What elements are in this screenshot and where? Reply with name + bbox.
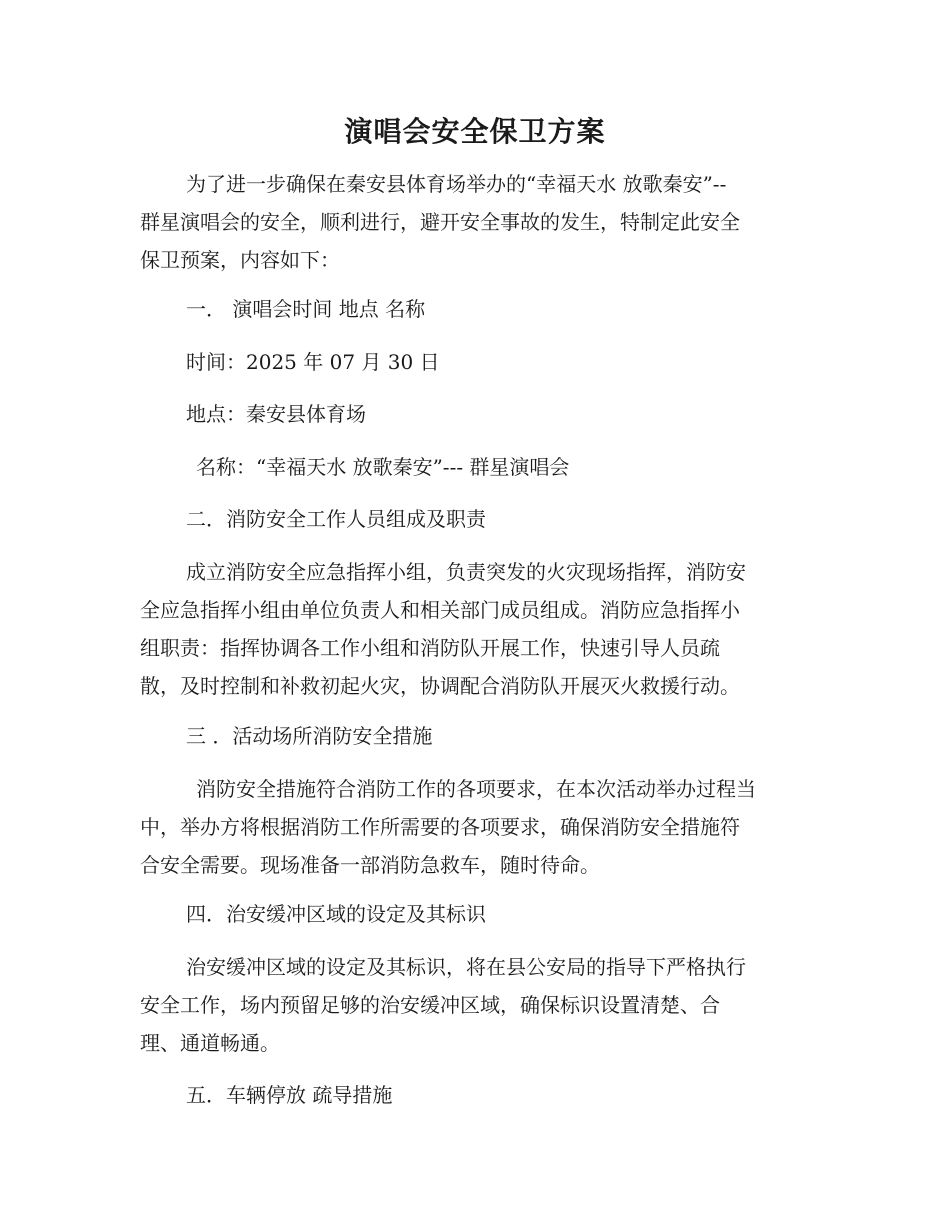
section-4-paragraph	[140, 948, 820, 1062]
paragraph-line: 消防安全措施符合消防工作的各项要求，在本次活动举办过程当	[196, 777, 756, 801]
intro-paragraph	[140, 165, 820, 279]
paragraph-line: 散，及时控制和补救初起火灾，协调配合消防队开展灭火救援行动。	[140, 674, 740, 698]
paragraph-line: 理、通道畅通。	[140, 1031, 280, 1055]
section-4-heading	[140, 895, 820, 933]
place-text: 地点：秦安县体育场	[186, 402, 366, 426]
paragraph-line: 成立消防安全应急指挥小组，负责突发的火灾现场指挥，消防安	[186, 560, 746, 584]
name-text: 名称：“幸福天水 放歌秦安”--- 群星演唱会	[196, 455, 570, 479]
document-title: 演唱会安全保卫方案	[344, 115, 606, 148]
place-line	[140, 395, 820, 433]
time-line	[140, 343, 820, 381]
section-heading-text: 五．车辆停放 疏导措施	[186, 1083, 393, 1107]
section-5-heading	[140, 1076, 820, 1114]
section-heading-text: 三 ．活动场所消防安全措施	[186, 724, 433, 748]
section-3-paragraph	[140, 770, 820, 884]
paragraph-line: 安全工作，场内预留足够的治安缓冲区域，确保标识设置清楚、合	[140, 993, 720, 1017]
section-heading-text: 四．治安缓冲区域的设定及其标识	[186, 902, 486, 926]
section-heading-text: 一． 演唱会时间 地点 名称	[186, 297, 426, 321]
paragraph-line: 全应急指挥小组由单位负责人和相关部门成员组成。消防应急指挥小	[140, 598, 740, 622]
intro-line: 保卫预案，内容如下：	[140, 248, 340, 272]
paragraph-line: 中，举办方将根据消防工作所需要的各项要求，确保消防安全措施符	[140, 815, 740, 839]
section-heading-text: 二．消防安全工作人员组成及职责	[186, 507, 486, 531]
paragraph-line: 治安缓冲区域的设定及其标识，将在县公安局的指导下严格执行	[186, 955, 746, 979]
paragraph-line: 组职责：指挥协调各工作小组和消防队开展工作，快速引导人员疏	[140, 636, 720, 660]
section-2-paragraph	[140, 553, 820, 705]
section-3-heading	[140, 717, 820, 755]
intro-line: 为了进一步确保在秦安县体育场举办的“幸福天水 放歌秦安”--	[186, 172, 727, 196]
time-text: 时间：2025 年 07 月 30 日	[186, 350, 440, 374]
intro-line: 群星演唱会的安全，顺利进行，避开安全事故的发生，特制定此安全	[140, 210, 740, 234]
name-line	[140, 448, 820, 486]
section-1-heading	[140, 290, 820, 328]
section-2-heading	[140, 500, 820, 538]
paragraph-line: 合安全需要。现场准备一部消防急救车，随时待命。	[140, 853, 600, 877]
